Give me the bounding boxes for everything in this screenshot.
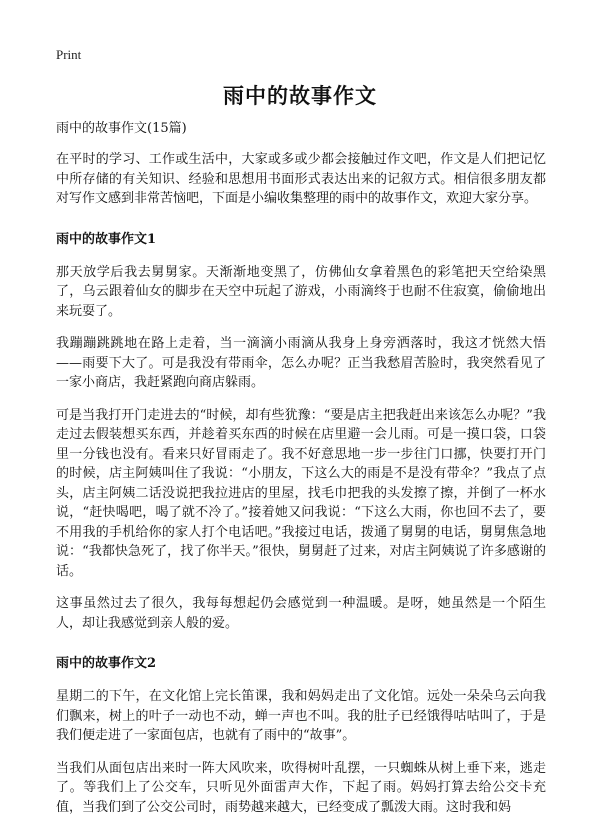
section-heading: 雨中的故事作文2	[56, 656, 157, 671]
paragraph: 那天放学后我去舅舅家。天渐渐地变黑了，仿佛仙女拿着黑色的彩笔把天空给染黑了，乌云跟着仙女的脚步在天空中玩起了游戏，小雨滴终于也耐不住寂寞，偷偷地出来玩耍了。	[56, 264, 546, 319]
paragraph: 可是当我打开门走进去的“时候，却有些犹豫：“要是店主把我赶出来该怎么办呢？”我走过去假装想买东西，并趁着买东西的时候在店里避一会儿雨。可是一摸口袋，口袋里一分钱也没有。看来只好冒雨走了。我不好意思地一步一步往门口挪，快要打开门的时候，店主阿姨叫住了我说：“小朋友，下这么大的雨是不是没有带伞？”我点了点头，店主阿姨二话没说把我拉进店的里屋，找毛巾把我的头发擦了擦，并倒了一杯水说，“赶快喝吧，喝了就不冷了。”接着她又问我说：“下这么大雨，你也回不去了，要不用我的手机给你的家人打个电话吧。”我接过电话，拨通了舅舅的电话，舅舅焦急地说：“我都快急死了，找了你半天。”很快，舅舅赶了过来，对店主阿姨说了许多感谢的话。	[56, 407, 546, 579]
paragraph: 这事虽然过去了很久，我每每想起仍会感觉到一种温暖。是呀，她虽然是一个陌生人，却让我感觉到亲人般的爱。	[56, 596, 546, 631]
print-link[interactable]: Print	[56, 47, 82, 62]
paragraph: 我蹦蹦跳跳地在路上走着，当一滴滴小雨滴从我身上身旁洒落时，我这才恍然大悟——雨要下大了。可是我没有带雨伞，怎么办呢？正当我愁眉苦脸时，我突然看见了一家小商店，我赶紧跑向商店躲雨。	[56, 336, 546, 390]
page-title: 雨中的故事作文	[223, 84, 377, 108]
article-subtitle: 雨中的故事作文(15篇)	[56, 121, 187, 136]
article-body	[56, 120, 546, 828]
essay-section-2	[56, 655, 546, 817]
paragraph: 当我们从面包店出来时一阵大风吹来，吹得树叶乱摆，一只蜘蛛从树上垂下来，逃走了。等我们上了公交车，只听见外面雷声大作，下起了雨。妈妈打算去给公交卡充值，当我们到了公交公司时，雨势越来越大，已经变成了瓢泼大雨。这时我和妈	[56, 760, 546, 815]
essay-section-1	[56, 231, 546, 634]
intro-paragraph: 在平时的学习、工作或生活中，大家或多或少都会接触过作文吧，作文是人们把记忆中所存储的有关知识、经验和思想用书面形式表达出来的记叙方式。相信很多朋友都对写作文感到非常苦恼吧，下面是小编收集整理的雨中的故事作文，欢迎大家分享。	[56, 152, 546, 206]
paragraph: 星期二的下午，在文化馆上完长笛课，我和妈妈走出了文化馆。远处一朵朵乌云向我们飘来，树上的叶子一动也不动，蝉一声也不叫。我的肚子已经饿得咕咕叫了，于是我们便走进了一家面包店，也就有了雨中的“故事”。	[56, 689, 546, 743]
section-heading: 雨中的故事作文1	[56, 231, 157, 247]
